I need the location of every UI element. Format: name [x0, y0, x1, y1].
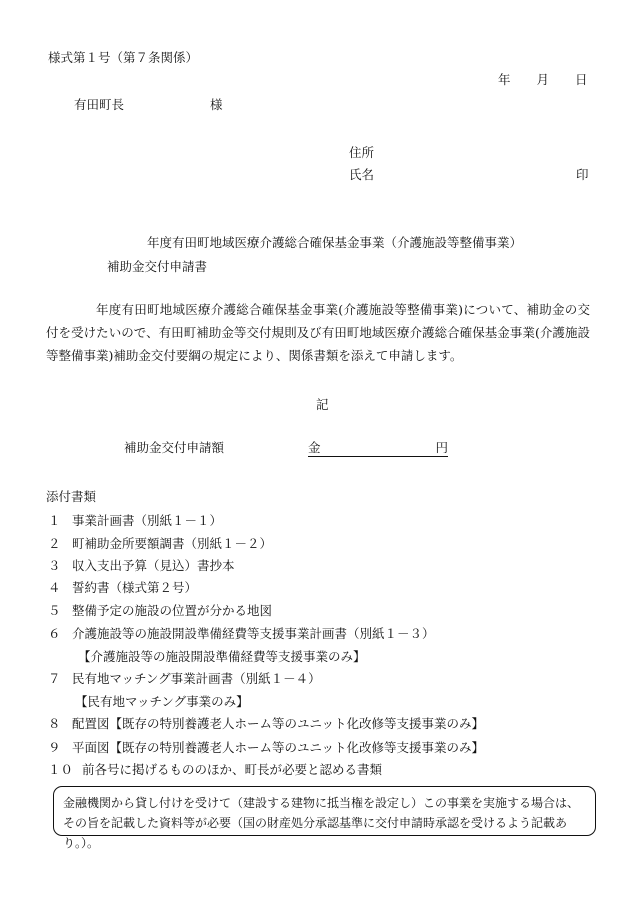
date-year: 年: [498, 72, 511, 87]
document-title: 年度有田町地域医療介護総合確保基金事業（介護施設等整備事業）: [147, 235, 523, 250]
form-number: 様式第１号（第７条関係）: [48, 50, 199, 65]
attachment-text: 民有地マッチング事業計画書（別紙１－４）: [72, 671, 321, 686]
attachment-item: [48, 536, 272, 552]
attachment-text: 整備予定の施設の位置が分かる地図: [72, 603, 273, 618]
attachment-text: 配置図【既存の特別養護老人ホーム等のユニット化改修等支援事業のみ】: [72, 716, 485, 731]
attachment-text: 前各号に掲げるもののほか、町長が必要と認める書類: [82, 762, 383, 777]
addressee: [74, 97, 223, 113]
attachment-text: 介護施設等の施設開設準備経費等支援事業計画書（別紙１－３）: [72, 626, 435, 641]
attachment-note: 【民有地マッチング事業のみ】: [75, 694, 249, 709]
attachment-note: 【介護施設等の施設開設準備経費等支援事業のみ】: [78, 649, 366, 664]
body-paragraph: 年度有田町地域医療介護総合確保基金事業(介護施設等整備事業)について、補助金の交付を受けたいので、有田町補助金等交付規則及び有田町地域医療介護総合確保基金事業(介護施設等整備事業)補助金交付要綱の規定により、関係書類を添えて申請します。: [46, 302, 590, 363]
attachment-text: 町補助金所要額調書（別紙１－２）: [72, 536, 273, 551]
attachment-number: ２: [48, 536, 61, 551]
record-label: 記: [316, 397, 329, 412]
attachment-text: 平面図【既存の特別養護老人ホーム等のユニット化改修等支援事業のみ】: [72, 740, 485, 755]
honorific: 様: [210, 97, 223, 112]
date-line: [498, 72, 588, 88]
attachment-number: ７: [48, 671, 61, 686]
attachment-item: [48, 603, 272, 619]
attachment-item: [48, 716, 484, 732]
attachment-text: 事業計画書（別紙１－１）: [72, 513, 223, 528]
attachment-item: [48, 740, 484, 756]
attachment-item: [48, 626, 435, 642]
attachment-number: ４: [48, 580, 61, 595]
attachments-title: 添付書類: [46, 489, 97, 504]
address-label: 住所: [349, 145, 375, 160]
seal-mark: 印: [576, 167, 589, 182]
amount-suffix: 円: [435, 440, 448, 455]
attachment-number: ６: [48, 626, 61, 641]
addressee-name: 有田町長: [74, 97, 125, 112]
attachment-number: ８: [48, 716, 61, 731]
amount-label: 補助金交付申請額: [124, 440, 225, 455]
attachment-text: 誓約書（様式第２号）: [72, 580, 198, 595]
attachment-number: １０: [48, 762, 74, 777]
attachment-number: １: [48, 513, 61, 528]
amount-field: [308, 440, 448, 457]
attachment-number: ３: [48, 558, 61, 573]
attachment-item: [48, 580, 197, 596]
date-day: 日: [575, 72, 588, 87]
attachment-item: [48, 513, 222, 529]
date-month: 月: [536, 72, 550, 87]
note-box: 金融機関から貸し付けを受けて（建設する建物に抵当権を設定し）この事業を実施する場合は、その旨を記載した資料等が必要（国の財産処分承認基準に交付申請時承認を受けるよう記載あり。）。: [53, 786, 596, 836]
attachment-number: ９: [48, 740, 61, 755]
attachment-item: [48, 671, 321, 687]
name-label: 氏名: [349, 167, 375, 182]
attachment-item: [48, 558, 235, 574]
amount-prefix: 金: [308, 440, 321, 455]
attachment-item: [48, 762, 382, 778]
attachment-number: ５: [48, 603, 61, 618]
document-subtitle: 補助金交付申請書: [107, 259, 208, 274]
attachment-text: 収入支出予算（見込）書抄本: [72, 558, 235, 573]
